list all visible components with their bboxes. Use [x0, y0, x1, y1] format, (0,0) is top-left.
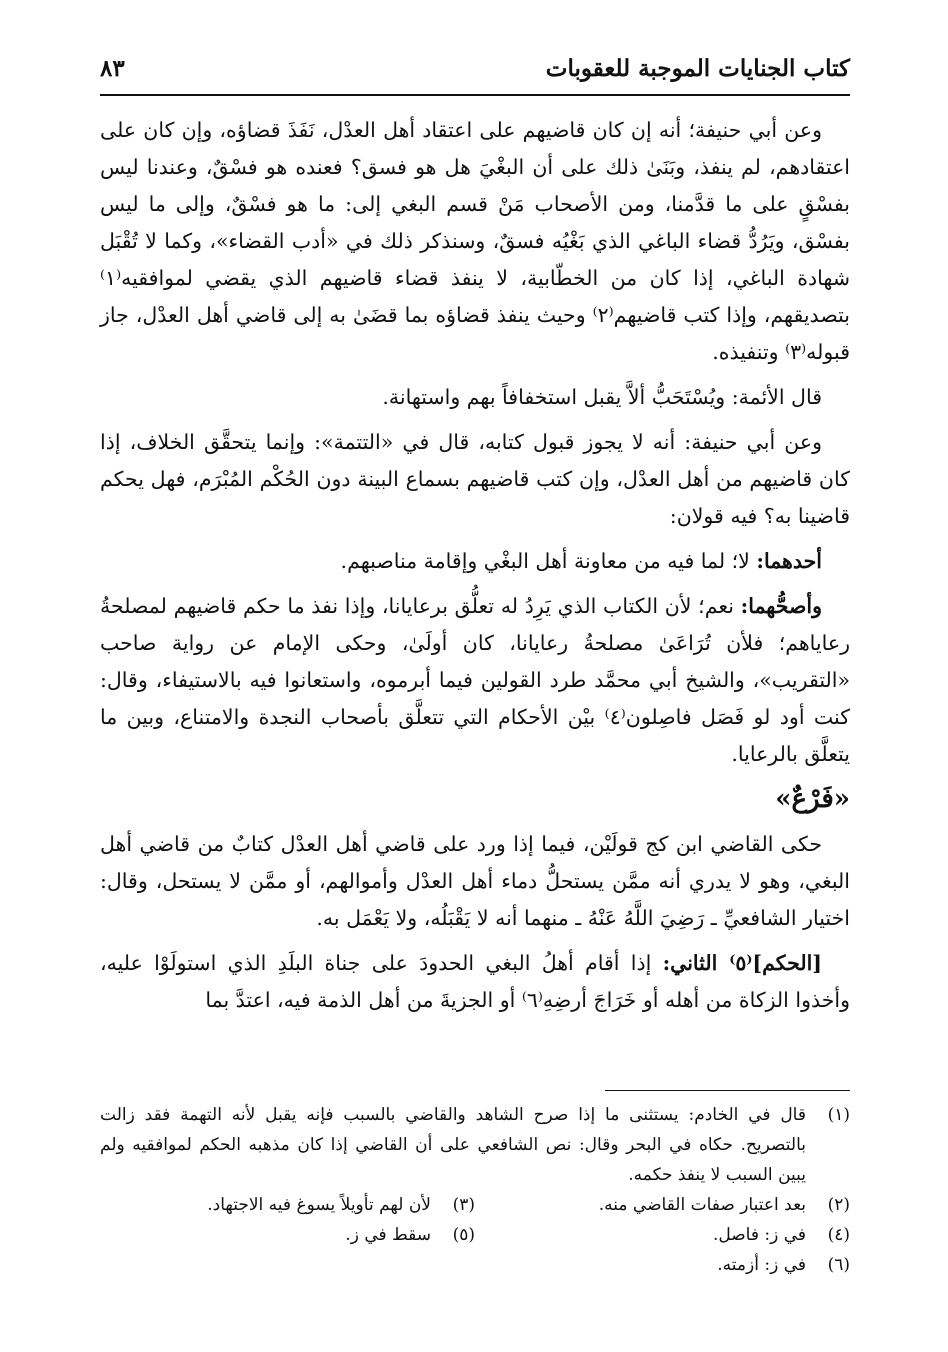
- footnote-text: بعد اعتبار صفات القاضي منه.: [598, 1195, 806, 1215]
- paragraph-text: نعم؛ لأن الكتاب الذي يَرِدُ له تعلُّق برعايانا، وإذا نفذ ما حكم قاضيهم لمصلحةُ رعاياهم؛ فلأن تُرَاعَىٰ مصلحةُ رعايانا، كان أولَىٰ، وحكى الإمام عن رواية صاحب «التقريب»، والشيخ أبي محمَّد طرد القولين فيما أبرموه، واستعانوا فيه بالاستيفاء، وقال: كنت أود لو فَصَل فاصِلون⁽٤⁾ بيْن الأحكام التي تتعلَّق بأصحاب النجدة والامتناع، وبين ما يتعلَّق بالرعايا.: [100, 594, 850, 766]
- footnote-number: (٥): [452, 1225, 475, 1245]
- paragraph-1: [100, 112, 850, 371]
- paragraph-text: إذا أقام أهلُ البغي الحدودَ على جناة البلَدِ الذي استولَوْا عليه، وأخذوا الزكاة من أهله أو خَرَاجَ أرضِهِ⁽٦⁾ أو الجزيةَ من أهل الذمة فيه، اعتدَّ بما: [100, 951, 850, 1012]
- header-rule: [100, 94, 850, 96]
- footnote-number: (٦): [827, 1255, 850, 1275]
- footnote-text: لأن لهم تأويلاً يسوغ فيه الاجتهاد.: [207, 1195, 431, 1215]
- paragraph-text: قال الأئمة: ويُسْتَحَبُّ ألاَّ يقبل استخفافاً بهم واستهانة.: [382, 385, 822, 409]
- footnote-1: [100, 1100, 850, 1190]
- paragraph-lead: أحدهما:: [756, 549, 822, 573]
- paragraph-3: [100, 424, 850, 535]
- paragraph-6: [100, 826, 850, 937]
- footnote-2: [475, 1190, 850, 1220]
- paragraph-text: وعن أبي حنيفة؛ أنه إن كان قاضيهم على اعتقاد أهل العدْل، نَفَذَ قضاؤه، وإن كان على اعتقادهم، لم ينفذ، وبَنَىٰ ذلك على أن البغْيَ هل هو فسق؟ فعنده هو فسْقٌ، وعندنا ليس بفسْقٍ على ما قدَّمنا، ومن الأصحاب مَنْ قسم البغي إلى: ما هو فسْقٌ، وإلى ما ليس بفسْق، ويَرُدُّ قضاء الباغي الذي بَغْيُه فسقٌ، وسنذكر ذلك في «أدب القضاء»، وكما لا تُقْبَل شهادة الباغي، إذا كان من الخطّابية، لا ينفذ قضاء قاضيهم الذي يقضي لموافقيه⁽١⁾ بتصديقهم، وإذا كتب قاضيهم⁽٢⁾ وحيث ينفذ قضاؤه بما قضَىٰ به إلى قاضي أهل العدْل، جاز قبوله⁽٣⁾ وتنفيذه.: [100, 118, 850, 364]
- footnote-6: [100, 1250, 850, 1280]
- page-header: [100, 55, 850, 95]
- footnote-number: (٣): [452, 1195, 475, 1215]
- footnotes: [100, 1100, 850, 1280]
- book-page: [100, 0, 850, 1352]
- paragraph-4: [100, 543, 850, 580]
- paragraph-2: [100, 379, 850, 416]
- paragraph-text: وعن أبي حنيفة: أنه لا يجوز قبول كتابه، قال في «التتمة»: وإنما يتحقَّق الخلاف، إذا كان قاضيهم من أهل العدْل، وإن كتب قاضيهم بسماع البينة دون الحُكْم المُبْرَم، فهل يحكم قاضينا به؟ فيه قولان:: [100, 430, 850, 528]
- paragraph-lead: وأصحُّهما:: [740, 594, 822, 618]
- paragraph-7: [100, 945, 850, 1019]
- footnote-4: [475, 1220, 850, 1250]
- footnote-number: (٤): [827, 1225, 850, 1245]
- footnote-text: في ز: فاصل.: [712, 1225, 806, 1245]
- footnote-number: (١): [827, 1105, 850, 1125]
- footnote-row: [100, 1190, 850, 1220]
- footnote-number: (٢): [827, 1195, 850, 1215]
- paragraph-text: حكى القاضي ابن كج قولَيْن، فيما إذا ورد على قاضي أهل العدْل كتابٌ من قاضي أهل البغي، وهو لا يدري أنه ممَّن يستحلُّ دماء أهل العدْل وأموالهم، أو ممَّن لا يستحل، وقال: اختيار الشافعيِّ ـ رَضِيَ اللَّهُ عَنْهُ ـ منهما أنه لا يَقْبَلُه، ولا يَعْمَل به.: [100, 832, 850, 930]
- footnote-3: [100, 1190, 475, 1220]
- paragraph-text: لا؛ لما فيه من معاونة أهل البغْي وإقامة مناصبهم.: [340, 549, 757, 573]
- main-text: [100, 112, 850, 1027]
- footnote-text: قال في الخادم: يستثنى ما إذا صرح الشاهد والقاضي بالسبب فإنه يقبل لأنه التهمة فقد زالت بالتصريح. حكاه في البحر وقال: نص الشافعي على أن القاضي إذا كان مذهبه الحكم لموافقيه ولم يبين السبب لا ينفذ حكمه.: [100, 1105, 806, 1185]
- footnote-5: [100, 1220, 475, 1250]
- paragraph-lead: [الحكم]⁽٥⁾ الثاني:: [662, 951, 822, 975]
- branch-heading: «فَرْعٌ»: [775, 784, 850, 814]
- paragraph-5: [100, 588, 850, 773]
- footnote-row: [100, 1220, 850, 1250]
- page-number: ٨٣: [100, 55, 125, 82]
- footnote-rule: [605, 1090, 850, 1091]
- footnote-text: في ز: أزمته.: [717, 1255, 806, 1275]
- running-title: كتاب الجنايات الموجبة للعقوبات: [545, 55, 850, 82]
- footnote-text: سقط في ز.: [345, 1225, 431, 1245]
